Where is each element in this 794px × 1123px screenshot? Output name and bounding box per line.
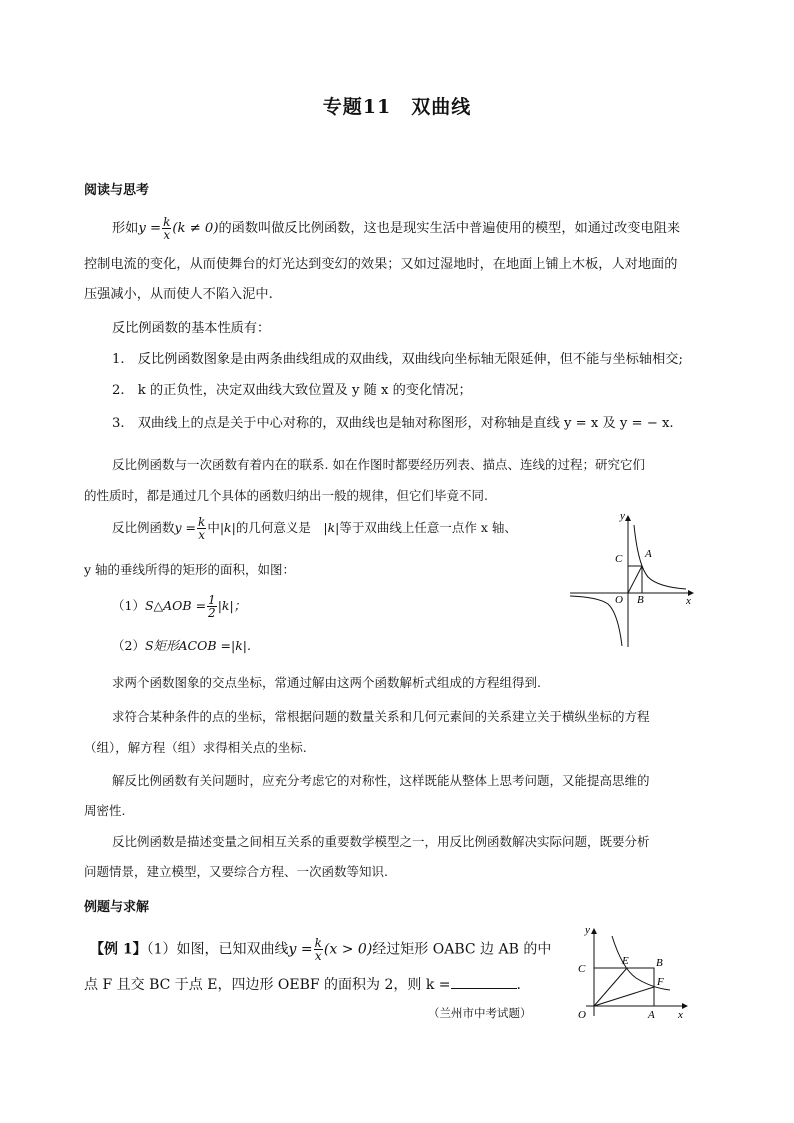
formula-2-label: （2） [112,638,145,653]
segment-of [594,987,654,1006]
frac-den: x [198,528,206,542]
props-heading: 反比例函数的基本性质有： [112,321,271,336]
example-1-fraction [314,937,323,962]
prop-item-3: 3. 双曲线上的点是关于中心对称的，双曲线也是轴对称图形，对称轴是直线 y = x 及 y = − x. [112,416,674,431]
geo-fraction [197,516,206,541]
intro-text-b: 的函数叫做反比例函数，这也是现实生活中普遍使用的模型，如通过改变电阻来 [218,221,681,236]
formula-2-rhs: |k|. [231,638,251,653]
formula-2 [112,636,251,654]
geo-absk-2: |k| [323,520,340,535]
example-1-line-1 [90,937,551,962]
frac-num: k [314,936,322,950]
example-1-text-a: （1）如图，已知双曲线 [146,941,289,958]
intro-text-a: 形如 [112,221,139,236]
intro-fraction [162,216,171,241]
label-x: x [686,595,691,607]
frac-den: x [163,228,171,242]
example-1-condition: (x > 0) [323,941,373,958]
example-1-text-line2: 点 F 且交 BC 于点 E，四边形 OEBF 的面积为 2，则 k = [84,977,451,993]
label-f: F [657,976,664,988]
label-x: x [678,1009,683,1021]
para-coordinates-2: （组），解方程（组）求得相关点的坐标. [84,740,307,755]
formula-2-lhs: S矩形ACOB = [144,638,231,653]
intro-line-2: 控制电流的变化，从而使舞台的灯光达到变幻的效果；又如过湿地时，在地面上铺上木板，人对地面的 [84,257,678,272]
intro-line-3: 压强减小，从而使人不陷入泥中. [84,287,273,302]
hyperbola-figure-1 [562,505,702,650]
example-1-line-2 [84,975,521,995]
formula-1-label: （1） [112,598,145,613]
example-1-source: （兰州市中考试题） [428,1006,532,1020]
para-coordinates-1: 求符合某种条件的点的坐标，常根据问题的数量关系和几何元素间的关系建立关于横纵坐标的方程 [112,709,650,724]
segment-oa [628,566,642,593]
hyperbola-figure-2 [564,922,694,1022]
prop-item-2: 2. k 的正负性，决定双曲线大致位置及 y 随 x 的变化情况； [112,383,472,398]
intro-condition: (k ≠ 0) [172,221,219,236]
x-axis-arrow [682,1003,688,1009]
label-b: B [656,957,663,969]
y-axis-arrow [591,928,597,934]
y-axis-arrow [625,515,631,521]
geo-absk: |k| [219,520,236,535]
label-b: B [637,594,644,606]
frac-den: x [314,949,322,963]
page-title: 专题11 双曲线 [322,96,472,118]
para-model-2: 问题情景，建立模型，又要综合方程、一次函数等知识. [84,864,388,879]
frac-den: 2 [208,606,216,620]
formula-1-fraction [207,594,217,619]
example-1-formula: y = [288,941,313,958]
geo-text-a: 反比例函数 [112,520,175,535]
label-c: C [578,963,586,975]
example-1-dot: . [516,977,521,993]
label-y: y [620,510,625,522]
label-a: A [648,1009,655,1021]
example-1-label: 【例 1】 [90,941,147,958]
label-o: O [615,594,623,606]
para-linear-2: 的性质时，都是通过几个具体的函数归纳出一般的规律，但它们毕竟不同. [84,488,488,503]
example-1-text-b: 经过矩形 OABC 边 AB 的中 [372,941,552,958]
para-symmetry-1: 解反比例函数有关问题时，应充分考虑它的对称性，这样既能从整体上思考问题，又能提高思维的 [112,773,650,788]
formula-1-lhs: S△AOB = [144,598,207,613]
section-heading-examples: 例题与求解 [84,900,150,915]
formula-1 [112,594,246,619]
label-a: A [645,548,652,560]
geo-line-1 [112,516,517,541]
para-linear-1: 反比例函数与一次函数有着内在的联系. 如在作图时都要经历列表、描点、连线的过程；研究它们 [112,457,645,472]
geo-text-c: 的几何意义是 [235,520,311,535]
prop-item-1: 1. 反比例函数图象是由两条曲线组成的双曲线，双曲线向坐标轴无限延伸，但不能与坐标轴相交; [112,352,683,367]
frac-num: k [163,215,171,229]
rectangle-oabc [594,968,654,1006]
label-o: O [578,1009,586,1021]
label-e: E [622,955,629,967]
para-intersection: 求两个函数图象的交点坐标，常通过解由这两个函数解析式组成的方程组得到. [112,675,541,690]
answer-blank[interactable] [451,976,517,989]
geo-text-d: 等于双曲线上任意一点作 x 轴、 [339,520,517,535]
para-symmetry-2: 周密性. [84,803,126,818]
intro-line-1 [112,216,680,241]
intro-formula: y = [138,221,162,236]
formula-1-rhs: |k|； [217,598,247,613]
label-c: C [615,553,623,565]
geo-line-2: y 轴的垂线所得的矩形的面积，如图： [84,562,296,577]
frac-num: 1 [208,593,216,607]
section-heading-reading: 阅读与思考 [84,183,150,198]
frac-num: k [198,515,206,529]
para-model-1: 反比例函数是描述变量之间相互关系的重要数学模型之一，用反比例函数解决实际问题，既要分析 [112,834,650,849]
label-y: y [585,924,590,936]
geo-text-b: 中 [207,520,220,535]
geo-formula: y = [174,520,197,535]
